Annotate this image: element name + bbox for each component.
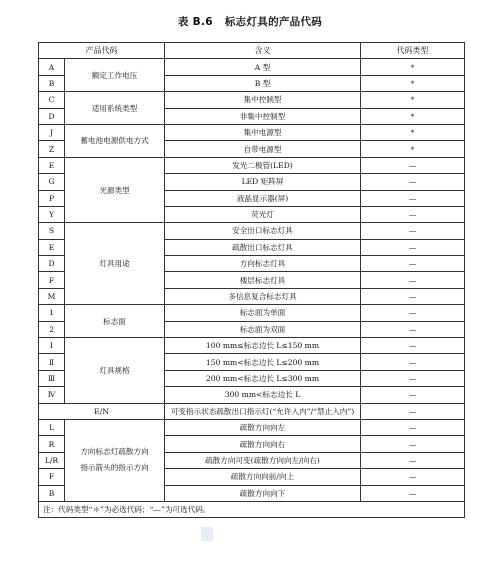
type-cell: —: [361, 469, 465, 485]
table-number: 表 B.6: [177, 16, 213, 28]
type-cell: —: [361, 256, 465, 272]
note-row: [39, 501, 465, 517]
group-label-line: 方向标志灯疏散方向: [80, 447, 149, 457]
meaning-cell: 集中控制型: [165, 92, 361, 108]
table-row: [39, 403, 465, 419]
meaning-cell: 200 mm<标志边长 L≤300 mm: [165, 370, 361, 386]
header-code: 产品代码: [39, 43, 165, 59]
table-row: [39, 338, 465, 354]
group-label: 适用系统类型: [65, 92, 165, 125]
code-cell: L/R: [39, 452, 65, 468]
code-cell: B: [39, 485, 65, 501]
meaning-cell: 安全出口标志灯具: [165, 223, 361, 239]
meaning-cell: 疏散方向向前/向上: [165, 469, 361, 485]
meaning-cell: 自带电源型: [165, 141, 361, 157]
meaning-cell: 方向标志灯具: [165, 256, 361, 272]
code-cell: E: [39, 157, 65, 173]
meaning-cell: 集中电源型: [165, 124, 361, 140]
code-cell: P: [39, 190, 65, 206]
code-cell: Ⅳ: [39, 387, 65, 403]
meaning-cell: 疏散出口标志灯具: [165, 239, 361, 255]
group-label: 标志面: [65, 305, 165, 338]
group-label: [65, 419, 165, 501]
table-title: [0, 14, 500, 29]
code-cell: Ⅲ: [39, 370, 65, 386]
meaning-cell: 液晶显示器(屏): [165, 190, 361, 206]
code-cell: Z: [39, 141, 65, 157]
meaning-cell: 疏散方向向下: [165, 485, 361, 501]
header-row: [39, 43, 465, 59]
type-cell: —: [361, 452, 465, 468]
table-row: [39, 124, 465, 140]
type-cell: *: [361, 141, 465, 157]
meaning-cell: 100 mm≤标志边长 L≤150 mm: [165, 338, 361, 354]
type-cell: —: [361, 305, 465, 321]
meaning-cell: 发光二极管(LED): [165, 157, 361, 173]
group-label: 灯具用途: [65, 223, 165, 305]
watermark-mark: [201, 527, 213, 541]
type-cell: —: [361, 436, 465, 452]
meaning-cell: 楼层标志灯具: [165, 272, 361, 288]
type-cell: —: [361, 190, 465, 206]
type-cell: *: [361, 108, 465, 124]
code-cell: J: [39, 124, 65, 140]
meaning-cell: 标志面为单面: [165, 305, 361, 321]
meaning-cell: 荧光灯: [165, 206, 361, 222]
type-cell: *: [361, 75, 465, 91]
code-cell: D: [39, 256, 65, 272]
type-cell: *: [361, 59, 465, 75]
type-cell: —: [361, 157, 465, 173]
type-cell: —: [361, 419, 465, 435]
type-cell: *: [361, 124, 465, 140]
meaning-cell: 疏散方向可变(疏散方向向左/向右): [165, 452, 361, 468]
meaning-cell: 300 mm<标志边长 L: [165, 387, 361, 403]
type-cell: —: [361, 174, 465, 190]
meaning-cell: LED 矩阵屏: [165, 174, 361, 190]
table-row: [39, 92, 465, 108]
table-row: [39, 305, 465, 321]
code-cell: E/N: [39, 403, 165, 419]
meaning-cell: 多信息复合标志灯具: [165, 288, 361, 304]
table-row: [39, 157, 465, 173]
meaning-cell: 标志面为双面: [165, 321, 361, 337]
table-caption: 标志灯具的产品代码: [224, 16, 323, 28]
code-cell: S: [39, 223, 65, 239]
type-cell: —: [361, 272, 465, 288]
code-cell: L: [39, 419, 65, 435]
code-cell: 2: [39, 321, 65, 337]
code-cell: B: [39, 75, 65, 91]
meaning-cell: 150 mm<标志边长 L≤200 mm: [165, 354, 361, 370]
meaning-cell: 可变指示状态疏散出口指示灯(“允许入内”/“禁止入内”): [165, 403, 361, 419]
code-cell: Ⅰ: [39, 338, 65, 354]
table-note: 注：代码类型“＊”为必选代码；“—”为可选代码。: [39, 501, 465, 517]
code-cell: D: [39, 108, 65, 124]
meaning-cell: A 型: [165, 59, 361, 75]
type-cell: —: [361, 223, 465, 239]
group-label-line: 指示箭头的指示方向: [80, 463, 149, 473]
type-cell: —: [361, 387, 465, 403]
type-cell: —: [361, 485, 465, 501]
product-code-table: [38, 42, 465, 518]
code-cell: M: [39, 288, 65, 304]
type-cell: *: [361, 92, 465, 108]
group-label: 灯具规格: [65, 338, 165, 404]
type-cell: —: [361, 239, 465, 255]
table-row: [39, 59, 465, 75]
code-cell: F: [39, 272, 65, 288]
code-cell: R: [39, 436, 65, 452]
meaning-cell: 疏散方向向右: [165, 436, 361, 452]
code-cell: 1: [39, 305, 65, 321]
meaning-cell: B 型: [165, 75, 361, 91]
type-cell: —: [361, 206, 465, 222]
header-meaning: 含义: [165, 43, 361, 59]
type-cell: —: [361, 288, 465, 304]
meaning-cell: 疏散方向向左: [165, 419, 361, 435]
type-cell: —: [361, 354, 465, 370]
code-cell: F: [39, 469, 65, 485]
type-cell: —: [361, 338, 465, 354]
group-label: 额定工作电压: [65, 59, 165, 92]
group-label: 光源类型: [65, 157, 165, 223]
type-cell: —: [361, 403, 465, 419]
type-cell: —: [361, 321, 465, 337]
table-row: [39, 419, 465, 435]
code-cell: Y: [39, 206, 65, 222]
header-type: 代码类型: [361, 43, 465, 59]
code-cell: A: [39, 59, 65, 75]
group-label: 蓄电池电源供电方式: [65, 124, 165, 157]
type-cell: —: [361, 370, 465, 386]
meaning-cell: 非集中控制型: [165, 108, 361, 124]
table-row: [39, 223, 465, 239]
code-cell: E: [39, 239, 65, 255]
code-cell: C: [39, 92, 65, 108]
code-cell: G: [39, 174, 65, 190]
code-cell: Ⅱ: [39, 354, 65, 370]
